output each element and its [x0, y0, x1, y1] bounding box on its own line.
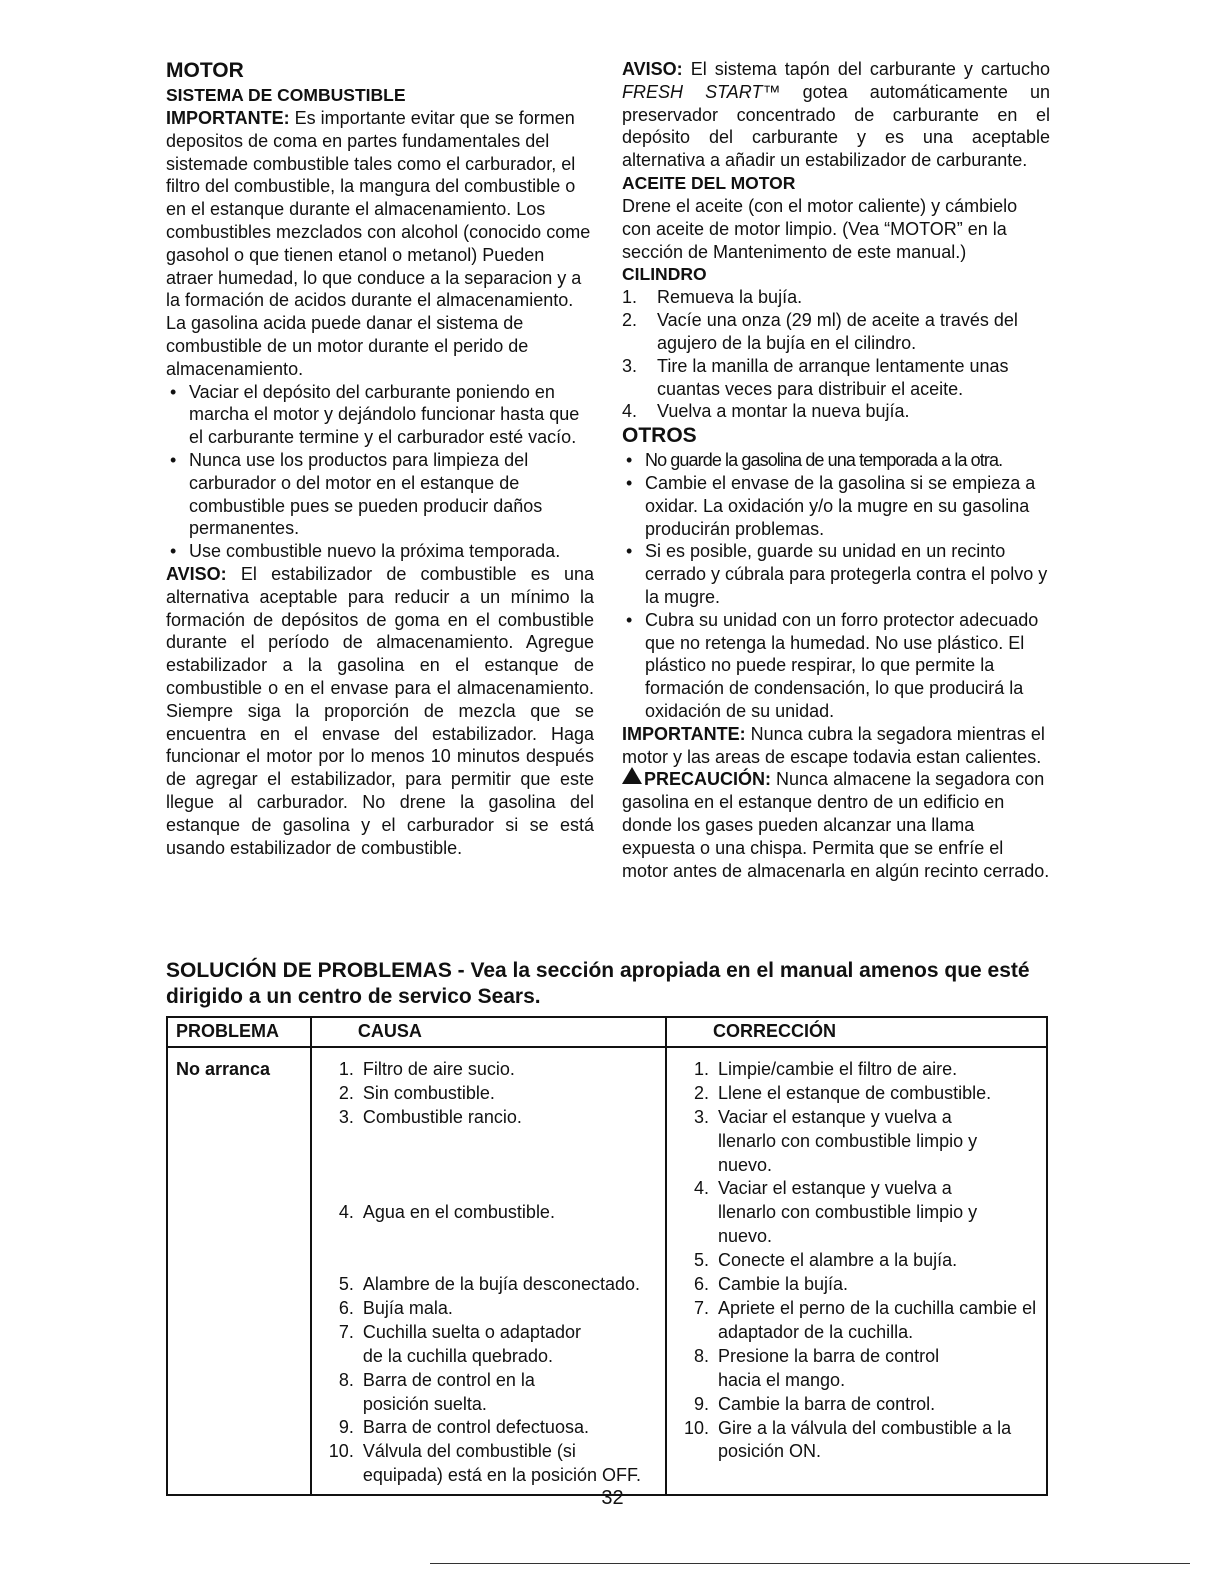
caution-paragraph	[622, 768, 1050, 882]
important-text: Nunca cubra la segadora mientras el motor y las areas de escape todavia estan calientes.	[622, 723, 1045, 767]
fuel-system-heading: SISTEMA DE COMBUSTIBLE	[166, 85, 406, 105]
list-item: 10. Gire a la válvula del combustible a la posición ON.	[683, 1417, 1012, 1462]
aviso-label: AVISO:	[622, 59, 683, 79]
cylinder-heading: CILINDRO	[622, 264, 707, 285]
list-item: • Use combustible nuevo la próxima temporada.	[166, 540, 594, 563]
list-item: • Vaciar el depósito del carburante poniendo en marcha el motor y dejándolo funcionar hasta que el carburante termine y el carburador esté vacío.	[166, 381, 594, 449]
important-label: IMPORTANTE:	[622, 723, 746, 744]
list-item: 3. Vaciar el estanque y vuelva a llenarlo con combustible limpio y nuevo.	[693, 1106, 978, 1175]
caution-label: PRECAUCIÓN:	[644, 769, 772, 790]
list-item: 2. Vacíe una onza (29 ml) de aceite a través del agujero de la bujía en el cilindro.	[622, 310, 1018, 353]
aviso-fresh-start-paragraph	[622, 58, 1050, 172]
aviso-text-pre: El sistema tapón del carburante y cartucho	[690, 59, 1050, 79]
warning-triangle-icon	[622, 767, 642, 784]
list-item: • Nunca use los productos para limpieza del carburador o del motor en el estanque de combustible pues se pueden producir daños permanentes.	[166, 449, 594, 540]
list-item: 2. Llene el estanque de combustible.	[693, 1082, 992, 1103]
list-item: 4. Agua en el combustible.	[338, 1202, 555, 1223]
list-item: 5. Conecte el alambre a la bujía.	[693, 1250, 958, 1271]
list-item: 3. Combustible rancio.	[338, 1106, 522, 1127]
aviso-paragraph	[166, 563, 594, 859]
list-item: 9. Barra de control defectuosa.	[338, 1417, 589, 1438]
caution-text: Nunca almacene la segadora con gasolina en el estanque dentro de un edificio en donde los gases pueden alcanzar una llama expuesta o una chispa. Permita que se enfríe el motor antes de almacenarla en algún recinto cerrado.	[622, 769, 1050, 881]
brand-name: FRESH START™	[622, 81, 781, 102]
table-header-row	[167, 1017, 1047, 1047]
list-item: 6. Bujía mala.	[338, 1297, 453, 1318]
list-item: 1. Filtro de aire sucio.	[338, 1058, 515, 1079]
list-item: 6. Cambie la bujía.	[693, 1274, 849, 1295]
list-item: 7. Cuchilla suelta o adaptador de la cuchilla quebrado.	[338, 1321, 581, 1366]
list-item: 1. Remueva la bujía.	[622, 287, 803, 308]
problem-cell: No arranca	[167, 1047, 311, 1495]
list-item: 8. Presione la barra de control hacia el mango.	[693, 1345, 940, 1390]
important-label: IMPORTANTE:	[166, 108, 290, 128]
engine-oil-heading: ACEITE DEL MOTOR	[622, 172, 796, 193]
list-item: 5. Alambre de la bujía desconectado.	[338, 1274, 641, 1294]
right-column	[622, 58, 1050, 882]
important-paragraph	[166, 107, 594, 381]
troubleshooting-table	[166, 1016, 1048, 1496]
list-item: 2. Sin combustible.	[338, 1082, 495, 1103]
list-item: 4. Vuelva a montar la nueva bujía.	[622, 401, 910, 422]
header-problem: PROBLEMA	[167, 1017, 311, 1047]
list-item: 7. Apriete el perno de la cuchilla cambie el adaptador de la cuchilla.	[693, 1297, 1037, 1342]
motor-heading: MOTOR	[166, 59, 244, 82]
list-item: 9. Cambie la barra de control.	[693, 1393, 936, 1414]
important-paragraph	[622, 723, 1050, 769]
header-correction: CORRECCIÓN	[666, 1017, 1047, 1047]
aviso-label: AVISO:	[166, 563, 227, 584]
aviso-text-post: gotea automáticamente un preservador concentrado de carburante en el depósito del carburante y es una aceptable alternativa a añadir un estabilizador de carburante.	[622, 81, 1050, 171]
otros-heading: OTROS	[622, 424, 697, 448]
header-cause: CAUSA	[311, 1017, 666, 1047]
list-item: 10. Válvula del combustible (si equipada) está en la posición OFF.	[328, 1441, 641, 1486]
left-column	[166, 58, 594, 859]
cylinder-steps	[622, 286, 1050, 423]
cause-cell	[311, 1047, 666, 1495]
otros-bullet-list	[622, 449, 1050, 723]
aviso-text: El estabilizador de combustible es una alternativa aceptable para reducir a un mínimo la formación de depósitos de goma en el combustible durante el período de almacenamiento. Agregue estabilizador a la gasolina en el estanque de combustible o en el envase para el almacenamiento. Siempre siga la proporción de mezcla que se encuentra en el envase del estabilizador. Haga funcionar el motor por lo menos 10 minutos después de agregar el estabilizador, para permitir que este llegue al carburador. No drene la gasolina del estanque de gasolina y el carburador si se está usando estabilizador de combustible.	[166, 563, 594, 858]
list-item: 3. Tire la manilla de arranque lentamente unas cuantas veces para distribuir el aceite.	[622, 355, 1009, 399]
important-text: Es importante evitar que se formen depositos de coma en partes fundamentales del sistemade combustible tales como el carburador, el filtro del combustible, la mangura del combustible o en el estanque durante el almacenamiento. Los combustibles mezclados con alcohol (conocido come gasohol o que tienen etanol o metanol) Pueden atraer humedad, lo que conduce a la separacion y a la formación de acidos durante el almacenamiento. La gasolina acida puede danar el sistema de combustible de un motor durante el perido de almacenamiento.	[166, 108, 591, 379]
correction-cell	[666, 1047, 1047, 1495]
list-item: 4. Vaciar el estanque y vuelva a llenarlo con combustible limpio y nuevo.	[693, 1178, 978, 1247]
bottom-divider	[430, 1563, 1190, 1564]
page-number: 32	[601, 1487, 624, 1509]
troubleshooting-heading: SOLUCIÓN DE PROBLEMAS - Vea la sección apropiada en el manual amenos que esté dirigido a un centro de servico Sears.	[166, 959, 1030, 1008]
list-item: • Cubra su unidad con un forro protector adecuado que no retenga la humedad. No use plástico. El plástico no puede respirar, lo que permite la formación de condensación, lo que producirá la oxidación de su unidad.	[622, 609, 1050, 723]
fuel-bullet-list	[166, 381, 594, 563]
list-item: • Si es posible, guarde su unidad en un recinto cerrado y cúbrala para protegerla contra el polvo y la mugre.	[622, 540, 1050, 608]
table-row	[167, 1047, 1047, 1495]
engine-oil-text: Drene el aceite (con el motor caliente) y cámbielo con aceite de motor limpio. (Vea “MOTOR” en la sección de Mantenimento de este manual.)	[622, 195, 1018, 262]
list-item: • Cambie el envase de la gasolina si se empieza a oxidar. La oxidación y/o la mugre en su gasolina producirán problemas.	[622, 472, 1050, 540]
list-item: 1. Limpie/cambie el filtro de aire.	[693, 1058, 958, 1079]
list-item: • No guarde la gasolina de una temporada a la otra.	[622, 449, 1050, 472]
list-item: 8. Barra de control en la posición suelta.	[338, 1369, 535, 1414]
